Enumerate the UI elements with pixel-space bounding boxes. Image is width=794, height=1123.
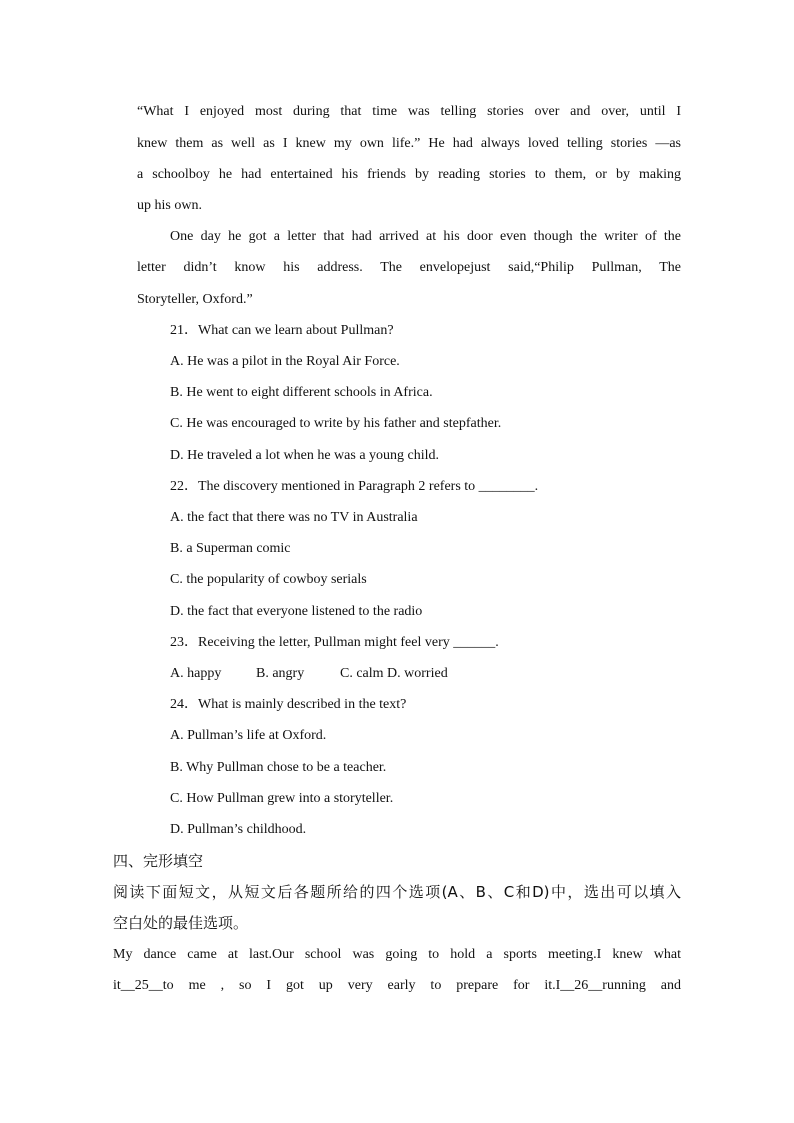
section-4-heading: 四、完形填空 [113,852,204,870]
question-21-option-a: A. He was a pilot in the Royal Air Force. [170,354,400,369]
question-21-option-d: D. He traveled a lot when he was a young child. [170,448,440,463]
cloze-text-line-1: My dance came at last.Our school was going to hold a sports meeting.I knew what [113,947,681,962]
question-21-option-c: C. He was encouraged to write by his father and stepfather. [170,416,502,431]
question-23-option-cd: C. calm D. worried [340,666,448,681]
question-24-option-c: C. How Pullman grew into a storyteller. [170,791,394,806]
section-4-instruction-line-1: 阅读下面短文，从短文后各题所给的四个选项(A、B、C和D)中，选出可以填入 [113,883,681,901]
passage-p1-line-2: knew them as well as I knew my own life.” He had always loved telling stories —as [137,136,681,151]
cloze-text-line-2: it__25__to me , so I got up very early to prepare for it.I__26__running and [113,978,681,993]
question-22-option-b: B. a Superman comic [170,541,291,556]
question-24-stem: 24．What is mainly described in the text? [170,697,407,712]
passage-p1-line-1: “What I enjoyed most during that time was telling stories over and over, until I [137,104,681,119]
passage-p1-line-4: up his own. [137,198,202,213]
question-22-option-a: A. the fact that there was no TV in Australia [170,510,418,525]
question-23-option-a: A. happy [170,666,222,681]
question-24-option-d: D. Pullman’s childhood. [170,822,307,837]
question-22-option-c: C. the popularity of cowboy serials [170,572,367,587]
question-22-option-d: D. the fact that everyone listened to the radio [170,604,423,619]
passage-p2-line-1: One day he got a letter that had arrived at his door even though the writer of the [170,229,681,244]
passage-p2-line-3: Storyteller, Oxford.” [137,292,253,307]
question-23-option-b: B. angry [256,666,305,681]
question-23-stem: 23．Receiving the letter, Pullman might feel very ______. [170,635,499,650]
question-23-options [170,665,448,683]
section-4-instruction-line-2: 空白处的最佳选项。 [113,914,249,932]
question-24-option-a: A. Pullman’s life at Oxford. [170,728,327,743]
question-24-option-b: B. Why Pullman chose to be a teacher. [170,760,387,775]
passage-p1-line-3: a schoolboy he had entertained his friends by reading stories to them, or by making [137,167,681,182]
question-21-stem: 21．What can we learn about Pullman? [170,323,394,338]
passage-p2-line-2: letter didn’t know his address. The envelopejust said,“Philip Pullman, The [137,260,681,275]
question-21-option-b: B. He went to eight different schools in Africa. [170,385,433,400]
question-22-stem: 22．The discovery mentioned in Paragraph 2 refers to ________. [170,479,539,494]
